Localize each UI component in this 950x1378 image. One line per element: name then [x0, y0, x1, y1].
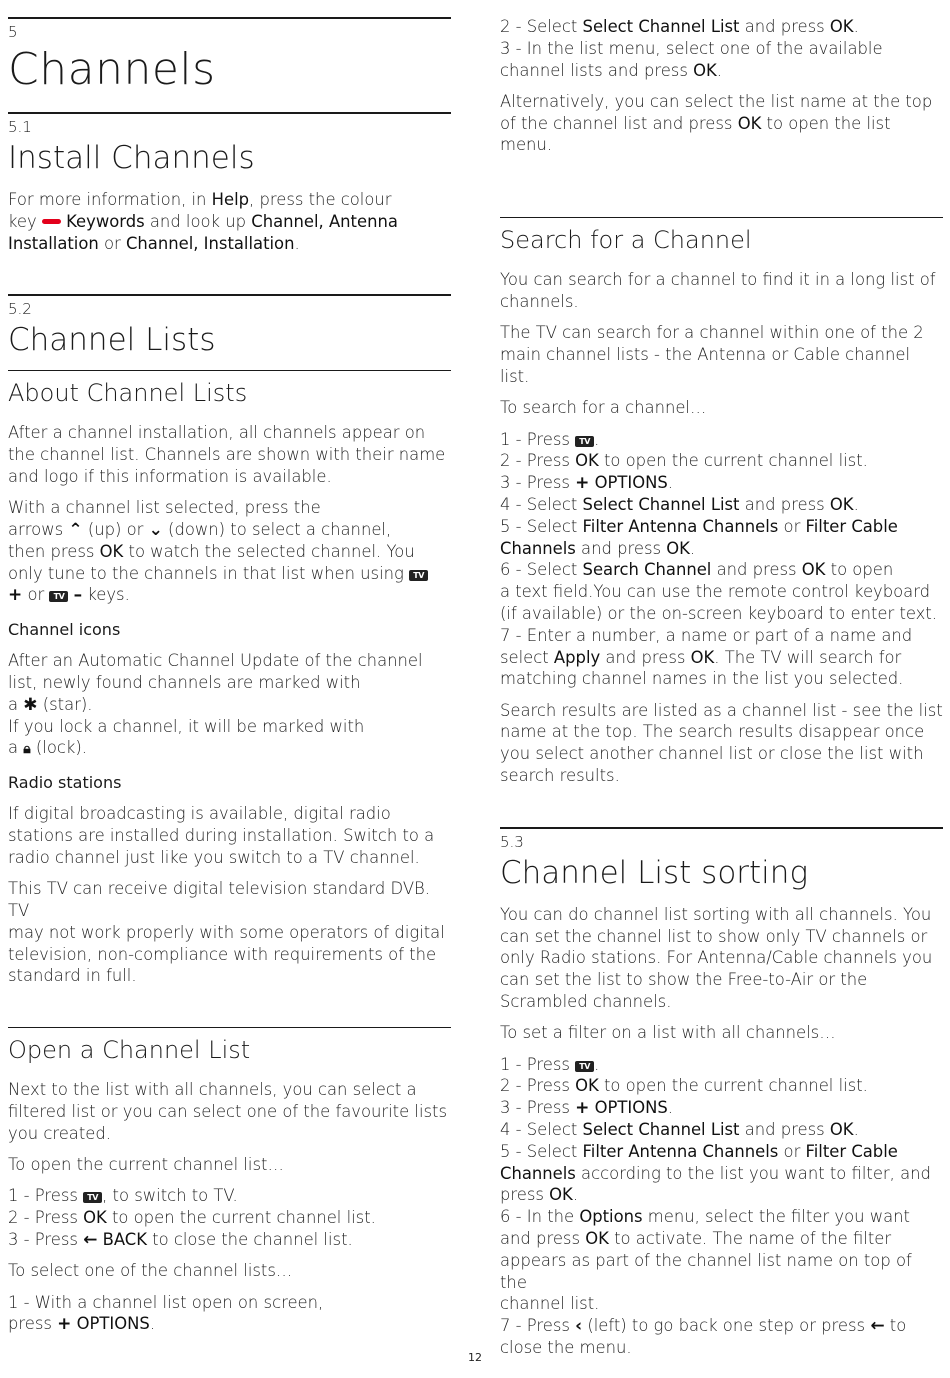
about-paragraph-1: After a channel installation, all channels appear on the channel list. Channels are shown with their name and logo if this information is available. [8, 423, 446, 486]
search-paragraph-1: You can search for a channel to find it in a long list of channels. [500, 270, 936, 312]
minus-icon: – [73, 585, 83, 606]
search-paragraph-4: Search results are listed as a channel list - see the list name at the top. The search results disappear once you select another channel list or close the list with search results. [500, 700, 943, 786]
open-paragraph-2: To open the current channel list… [8, 1155, 284, 1175]
section-number: 5.1 [8, 118, 32, 136]
install-paragraph: For more information, in Help, press the colour key Keywords and look up Channel, Antenna Installation or Channel, Installation. [8, 190, 398, 253]
subsection-title: Search for a Channel [500, 226, 752, 255]
left-column [8, 0, 451, 1335]
open-paragraph-1: Next to the list with all channels, you can select a filtered list or you can select one of the favourite lists you created. [8, 1080, 448, 1143]
lock-icon: 🔒︎ [23, 741, 31, 758]
search-paragraph-3: To search for a channel… [500, 398, 707, 418]
subsection-title: About Channel Lists [8, 379, 248, 408]
chapter-title: Channels [8, 44, 216, 95]
radio-paragraph-1: If digital broadcasting is available, digital radio stations are installed during installation. Switch to a radio channel just like you switch to a TV channel. [8, 804, 435, 867]
section-title: Install Channels [8, 140, 255, 176]
sort-paragraph-2: To set a filter on a list with all channels… [500, 1023, 836, 1043]
open-steps: 1 - Press TV , to switch to TV. 2 - Press OK to open the current channel list. 3 - Press ← BACK to close the channel list. [8, 1186, 376, 1250]
subheading-radio-stations: Radio stations [8, 773, 122, 793]
star-icon: ✱ [23, 694, 38, 715]
back-arrow-icon: ← [870, 1316, 885, 1337]
section-title: Channel Lists [8, 322, 216, 359]
about-paragraph-2: With a channel list selected, press the arrows ⌃ (up) or ⌄ (down) to select a channel, then press OK to watch the selected channel. You only tune to the channels in that list when using TV + or TV – keys. [8, 497, 451, 606]
tv-icon: TV [575, 1061, 594, 1072]
red-key-icon [42, 219, 61, 224]
right-column [500, 0, 943, 1359]
page-number: 12 [468, 1351, 482, 1364]
tv-icon: TV [575, 436, 594, 447]
back-arrow-icon: ← [83, 1229, 98, 1250]
subsection-title: Open a Channel List [8, 1036, 251, 1065]
up-arrow-icon: ⌃ [68, 520, 83, 541]
search-steps: 1 - Press TV . 2 - Press OK to open the current channel list. 3 - Press + OPTIONS. 4 - Select Select Channel List and press OK. 5 - Select Filter Antenna Channels or Filter Cable Channels and press OK. 6 - Select Search Channel and press OK to open a text field.You can use the remote control keyboard (if available) or the on-screen keyboard to enter text. 7 - Enter a number, a name or part of a name and select Apply and press OK. The TV will search for matching channel names in the list you selected. [500, 429, 938, 689]
open-steps-2: 1 - With a channel list open on screen, press + OPTIONS. [8, 1292, 324, 1335]
continued-steps: 2 - Select Select Channel List and press OK. 3 - In the list menu, select one of the available channel lists and press OK. [500, 17, 883, 80]
plus-icon: + [8, 585, 23, 606]
alternative-paragraph: Alternatively, you can select the list name at the top of the channel list and press OK to open the list menu. [500, 91, 933, 155]
left-chevron-icon: ‹ [575, 1316, 583, 1337]
chapter-number: 5 [8, 23, 18, 41]
icons-paragraph: After an Automatic Channel Update of the channel list, newly found channels are marked with a ✱ (star). If you lock a channel, it will be marked with a 🔒︎ (lock). [8, 651, 423, 758]
plus-icon: + [575, 473, 590, 494]
plus-icon: + [575, 1098, 590, 1119]
radio-paragraph-2: This TV can receive digital television standard DVB. TV may not work properly with some operators of digital television, non-compliance with requirements of the standard in full. [8, 879, 445, 986]
tv-icon: TV [409, 570, 428, 581]
sort-steps: 1 - Press TV . 2 - Press OK to open the current channel list. 3 - Press + OPTIONS. 4 - Select Select Channel List and press OK. 5 - Select Filter Antenna Channels or Filter Cable Channels according to the list you want to filter, and press OK. 6 - In the Options menu, select the filter you want and press OK to activate. The name of the filter appears as part of the channel list name on top of the channel list. 7 - Press ‹ (left) to go back one step or press ← to close the menu. [500, 1054, 931, 1357]
search-paragraph-2: The TV can search for a channel within one of the 2 main channel lists - the Antenna or Cable channel list. [500, 323, 924, 386]
down-arrow-icon: ⌄ [148, 520, 163, 541]
section-number: 5.2 [8, 300, 32, 319]
tv-icon: TV [49, 591, 68, 602]
sort-paragraph-1: You can do channel list sorting with all channels. You can set the channel list to show only TV channels or only Radio stations. For Antenna/Cable channels you can set the list to show the Free-to-Air or the Scrambled channels. [500, 904, 933, 1011]
subheading-channel-icons: Channel icons [8, 620, 121, 640]
plus-icon: + [57, 1314, 72, 1335]
section-title: Channel List sorting [500, 854, 809, 891]
section-number: 5.3 [500, 832, 524, 851]
tv-icon: TV [83, 1192, 102, 1203]
open-paragraph-3: To select one of the channel lists… [8, 1261, 293, 1281]
